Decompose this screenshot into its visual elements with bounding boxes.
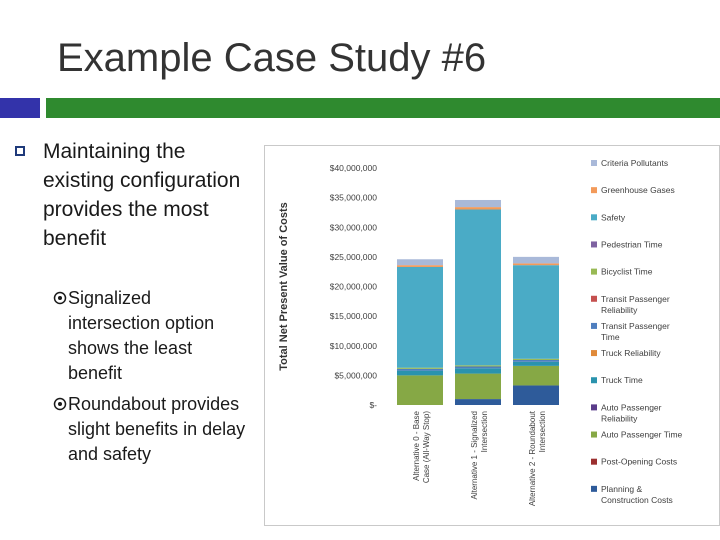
y-tick-label: $25,000,000 <box>329 251 377 262</box>
square-bullet-icon <box>15 146 25 156</box>
y-tick-label: $30,000,000 <box>329 222 377 233</box>
circle-dot-bullet-icon <box>53 291 67 305</box>
legend-swatch <box>591 269 597 275</box>
legend-swatch <box>591 160 597 166</box>
legend-swatch <box>591 241 597 247</box>
y-axis-label: Total Net Present Value of Costs <box>278 202 290 371</box>
y-tick-label: $35,000,000 <box>329 192 377 203</box>
bar-segment <box>397 259 443 265</box>
legend-label: Post-Opening Costs <box>601 456 678 467</box>
y-tick-label: $10,000,000 <box>329 340 377 351</box>
bar-segment <box>513 362 559 366</box>
legend-label: Auto Passenger Time <box>601 429 683 440</box>
legend-label: Planning & Construction Costs <box>601 483 673 505</box>
y-tick-label: $- <box>369 400 377 410</box>
legend-swatch <box>591 187 597 193</box>
bar-segment <box>455 209 501 365</box>
bar-segment <box>397 368 443 369</box>
bar-segment <box>397 371 443 376</box>
main-bullet-text: Maintaining the existing configuration provides the most benefit <box>43 140 241 250</box>
bar-segment <box>455 365 501 366</box>
sub-bullet-text: Roundabout provides slight benefits in delay and safety <box>68 394 246 464</box>
sub-bullet-text: Signalized intersection option shows the least benefit <box>68 288 215 383</box>
bar-segment <box>397 267 443 368</box>
legend-label: Truck Reliability <box>601 348 661 359</box>
slide-title: Example Case Study #6 <box>57 36 487 80</box>
bar-segment <box>455 200 501 207</box>
legend-swatch <box>591 432 597 438</box>
bar-segment <box>455 368 501 373</box>
x-category-label: Alternative 0 - BaseCase (All-Way Stop) <box>412 411 431 484</box>
legend-label: Pedestrian Time <box>601 239 663 250</box>
legend-swatch <box>591 486 597 492</box>
title-accent-green <box>46 98 720 118</box>
legend-swatch <box>591 296 597 302</box>
legend-label: Bicyclist Time <box>601 266 653 277</box>
bar-segment <box>513 265 559 359</box>
bar-segment <box>455 399 501 405</box>
bar-segment <box>455 374 501 399</box>
circle-dot-bullet-icon <box>53 397 67 411</box>
chart-frame <box>264 145 720 526</box>
legend-label: Safety <box>601 212 626 223</box>
bar-segment <box>397 369 443 371</box>
y-tick-label: $20,000,000 <box>329 281 377 292</box>
bar-segment <box>513 263 559 265</box>
bar-segment <box>397 375 443 405</box>
legend-swatch <box>591 459 597 465</box>
legend-swatch <box>591 350 597 356</box>
legend-label: Transit Passenger Reliability <box>601 293 670 315</box>
bar-segment <box>455 366 501 368</box>
x-category-label: Alternative 1 - SignalizedIntersection <box>470 411 489 500</box>
title-accent-blue <box>0 98 40 118</box>
legend-label: Transit Passenger Time <box>601 320 670 342</box>
bar-segment <box>513 359 559 360</box>
legend-label: Truck Time <box>601 375 643 386</box>
legend-label: Criteria Pollutants <box>601 158 669 168</box>
stacked-bar-chart <box>265 146 719 525</box>
bar-segment <box>513 385 559 405</box>
y-tick-label: $40,000,000 <box>329 163 377 173</box>
y-tick-label: $15,000,000 <box>329 311 377 322</box>
legend-swatch <box>591 404 597 410</box>
bar-segment <box>513 257 559 264</box>
bar-segment <box>513 360 559 362</box>
y-tick-label: $5,000,000 <box>334 370 377 381</box>
legend-swatch <box>591 323 597 329</box>
legend-label: Auto Passenger Reliability <box>601 402 662 424</box>
legend-swatch <box>591 377 597 383</box>
bar-segment <box>455 207 501 209</box>
legend-label: Greenhouse Gases <box>601 185 675 196</box>
bar-segment <box>397 265 443 267</box>
legend-swatch <box>591 214 597 220</box>
x-category-label: Alternative 2 - RoundaboutIntersection <box>528 411 547 507</box>
bar-segment <box>513 366 559 386</box>
